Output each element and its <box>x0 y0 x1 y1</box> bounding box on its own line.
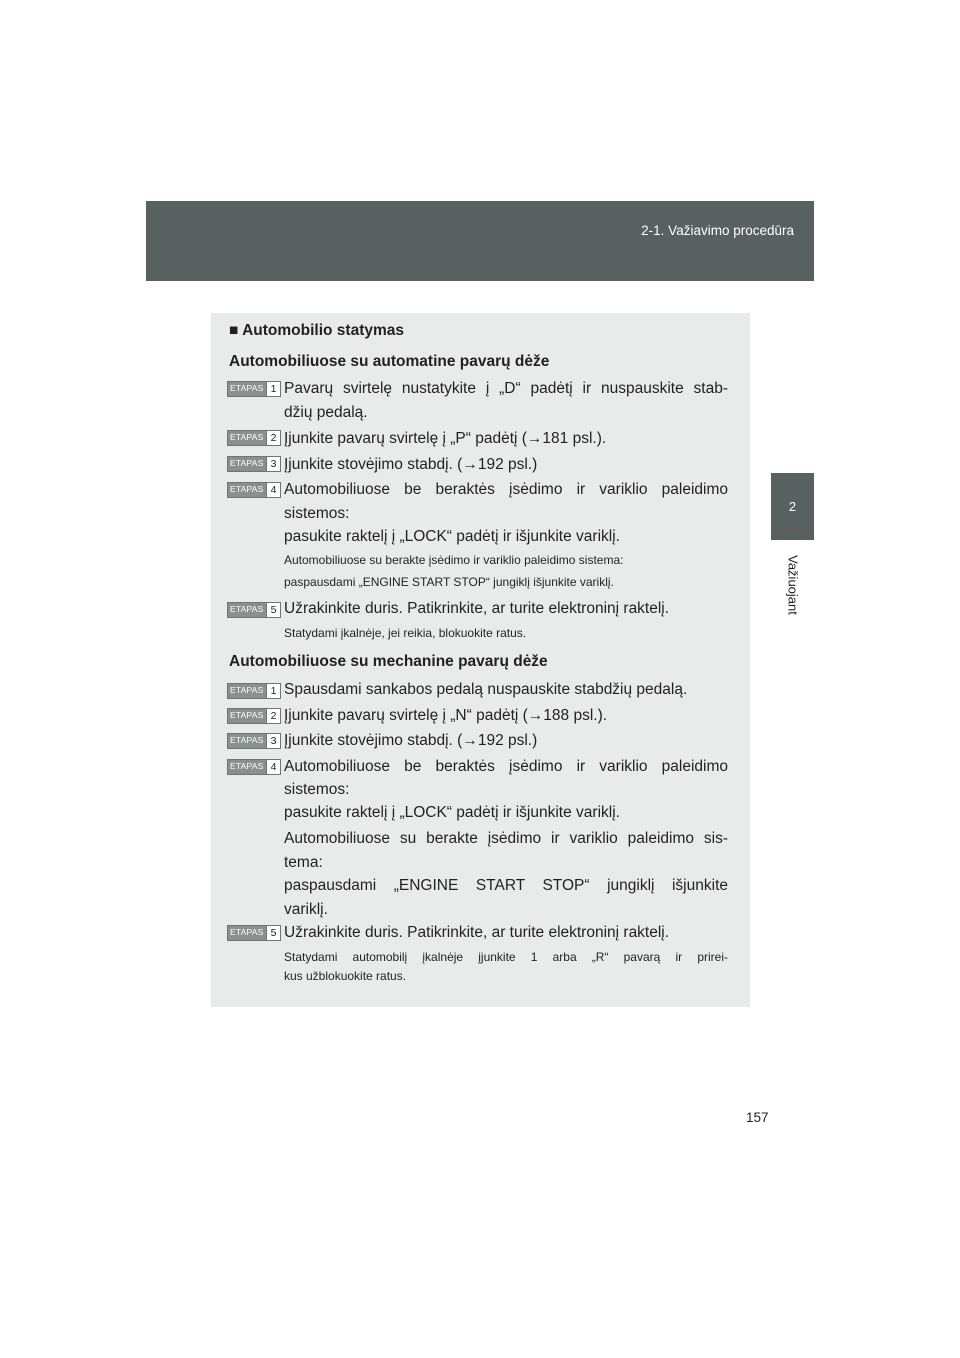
step-badge: ETAPAS 2 <box>227 430 281 446</box>
info-panel <box>211 313 750 1007</box>
step-text: pasukite raktelį į „LOCK“ padėtį ir išjunkite variklį. <box>284 804 620 821</box>
step-text: paspausdami „ENGINE START STOP“ jungiklį išjunkite <box>284 877 728 894</box>
step-badge: ETAPAS 2 <box>227 708 281 724</box>
step-badge: ETAPAS 3 <box>227 733 281 749</box>
step-text: Automobiliuose su berakte įsėdimo ir variklio paleidimo sis- <box>284 830 728 847</box>
step-note: kus užblokuokite ratus. <box>284 969 407 983</box>
step-text: Įjunkite pavarų svirtelę į „P“ padėtį (→181 psl.). <box>284 430 607 447</box>
step-text: Įjunkite stovėjimo stabdį. (→192 psl.) <box>284 732 538 749</box>
step-text: džių pedalą. <box>284 404 368 421</box>
automatic-heading: Automobiliuose su automatine pavarų dėže <box>229 353 550 370</box>
step-text: Pavarų svirtelę nustatykite į „D“ padėtį ir nuspauskite stab- <box>284 380 728 397</box>
step-badge: ETAPAS 1 <box>227 683 281 699</box>
panel-title-text: Automobilio statymas <box>242 322 405 339</box>
manual-heading: Automobiliuose su mechanine pavarų dėže <box>229 653 548 670</box>
step-text: sistemos: <box>284 505 350 522</box>
chapter-tab-label-text: Važiuojant <box>785 555 801 615</box>
chapter-tab-label <box>786 548 800 622</box>
step-badge: ETAPAS 5 <box>227 925 281 941</box>
step-note: Automobiliuose su berakte įsėdimo ir variklio paleidimo sistema: <box>284 553 624 567</box>
step-text: tema: <box>284 854 323 871</box>
step-text: Užrakinkite duris. Patikrinkite, ar turite elektroninį raktelį. <box>284 600 670 617</box>
panel-title <box>229 322 404 340</box>
step-text: Automobiliuose be beraktės įsėdimo ir variklio paleidimo <box>284 758 728 775</box>
square-bullet-icon: ■ <box>229 322 243 339</box>
step-text: Spausdami sankabos pedalą nuspauskite stabdžių pedalą. <box>284 681 688 698</box>
step-badge: ETAPAS 3 <box>227 456 281 472</box>
step-badge: ETAPAS 5 <box>227 602 281 618</box>
step-text: Automobiliuose be beraktės įsėdimo ir variklio paleidimo <box>284 481 728 498</box>
step-note: Statydami automobilį įkalnėje įjunkite 1 arba „R“ pavarą ir prirei- <box>284 950 728 964</box>
step-text: pasukite raktelį į „LOCK“ padėtį ir išjunkite variklį. <box>284 528 620 545</box>
step-text: Įjunkite stovėjimo stabdį. (→192 psl.) <box>284 456 538 473</box>
step-badge: ETAPAS 1 <box>227 381 281 397</box>
step-text: variklį. <box>284 901 328 918</box>
step-text: sistemos: <box>284 781 350 798</box>
step-badge: ETAPAS 4 <box>227 482 281 498</box>
chapter-header <box>146 201 814 281</box>
page-number: 157 <box>746 1110 769 1125</box>
step-note: Statydami įkalnėje, jei reikia, blokuokite ratus. <box>284 626 527 640</box>
step-note: paspausdami „ENGINE START STOP“ jungiklį išjunkite variklį. <box>284 575 614 589</box>
step-badge: ETAPAS 4 <box>227 759 281 775</box>
chapter-tab-number: 2 <box>771 473 814 540</box>
step-text: Užrakinkite duris. Patikrinkite, ar turite elektroninį raktelį. <box>284 924 670 941</box>
chapter-title: 2-1. Važiavimo procedūra <box>641 223 794 238</box>
step-text: Įjunkite pavarų svirtelę į „N“ padėtį (→188 psl.). <box>284 707 608 724</box>
